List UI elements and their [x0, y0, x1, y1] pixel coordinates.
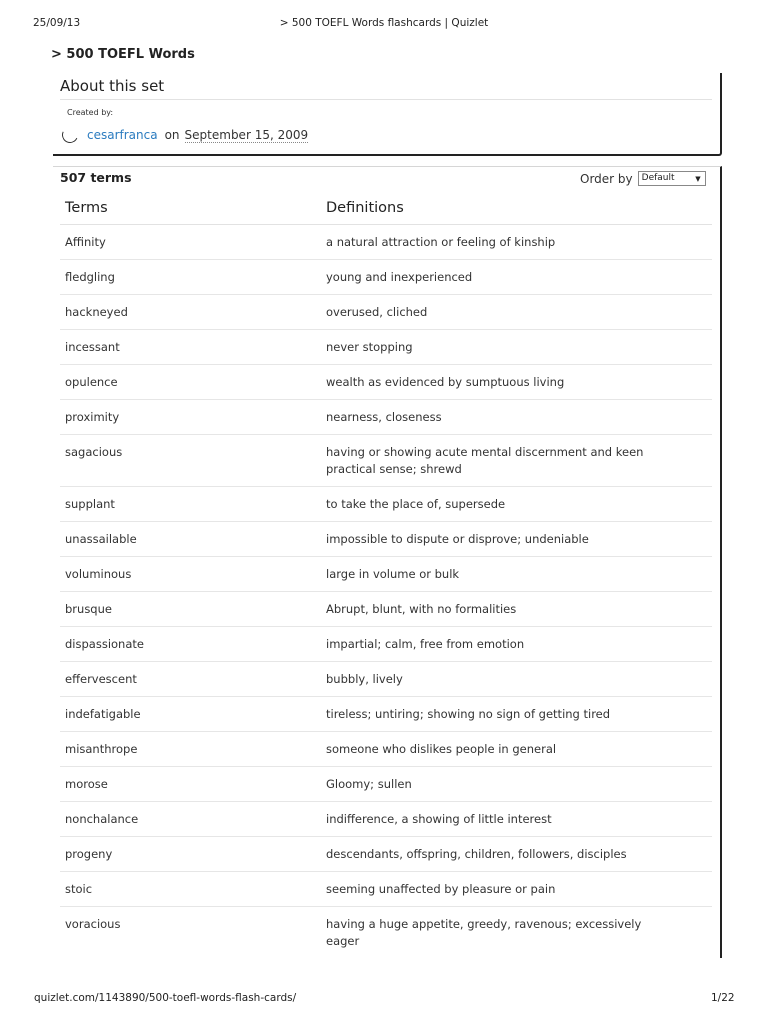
term-cell: voracious [65, 917, 121, 931]
definition-cell: someone who dislikes people in general [326, 742, 557, 756]
created-date: September 15, 2009 [184, 127, 309, 142]
table-row [60, 662, 712, 697]
table-row [60, 732, 712, 767]
order-by-control [580, 171, 706, 186]
term-cell: progeny [65, 847, 113, 861]
definition-cell: to take the place of, supersede [326, 497, 506, 511]
definition-cell: seeming unaffected by pleasure or pain [326, 882, 556, 896]
breadcrumb[interactable]: > 500 TOEFL Words [51, 47, 195, 62]
definition-cell: young and inexperienced [326, 270, 473, 284]
created-by-label: Created by: [67, 108, 114, 117]
definition-cell: never stopping [326, 340, 413, 354]
definition-cell: nearness, closeness [326, 410, 442, 424]
term-cell: unassailable [65, 532, 137, 546]
table-header [60, 191, 712, 225]
term-cell: nonchalance [65, 812, 139, 826]
term-cell: effervescent [65, 672, 137, 686]
creator-row [62, 127, 308, 143]
table-row [60, 767, 712, 802]
term-cell: misanthrope [65, 742, 138, 756]
table-row [60, 487, 712, 522]
terms-column-header: Terms [65, 200, 108, 216]
term-cell: indefatigable [65, 707, 141, 721]
print-title: > 500 TOEFL Words flashcards | Quizlet [279, 17, 489, 29]
term-cell: opulence [65, 375, 118, 389]
term-cell: incessant [65, 340, 120, 354]
table-row [60, 260, 712, 295]
order-by-value: Default [641, 173, 675, 183]
definition-cell: Gloomy; sullen [326, 777, 412, 791]
term-cell: sagacious [65, 445, 123, 459]
definition-cell: descendants, offspring, children, followers, disciples [326, 847, 627, 861]
term-cell: Affinity [65, 235, 106, 249]
print-header [0, 17, 768, 31]
print-date: 25/09/13 [33, 17, 81, 29]
chevron-down-icon: ▼ [695, 175, 701, 183]
definition-cell: tireless; untiring; showing no sign of getting tired [326, 707, 611, 721]
table-row [60, 592, 712, 627]
table-row [60, 365, 712, 400]
definition-cell: indifference, a showing of little interest [326, 812, 552, 826]
table-row [60, 872, 712, 907]
table-row [60, 400, 712, 435]
term-cell: morose [65, 777, 108, 791]
definition-cell: wealth as evidenced by sumptuous living [326, 375, 565, 389]
term-cell: fledgling [65, 270, 115, 284]
term-count: 507 terms [60, 170, 132, 185]
definition-cell: overused, cliched [326, 305, 428, 319]
avatar-icon[interactable] [60, 125, 81, 146]
definition-cell: large in volume or bulk [326, 567, 460, 581]
page-number: 1/22 [711, 992, 735, 1004]
about-set-panel [53, 73, 722, 156]
divider [60, 99, 712, 100]
definitions-column-header: Definitions [326, 200, 404, 216]
table-row [60, 837, 712, 872]
table-row [60, 627, 712, 662]
term-cell: stoic [65, 882, 93, 896]
terms-table [60, 191, 712, 959]
term-cell: supplant [65, 497, 115, 511]
term-cell: hackneyed [65, 305, 128, 319]
definition-cell: having a huge appetite, greedy, ravenous; excessively eager [326, 917, 642, 948]
definition-cell: Abrupt, blunt, with no formalities [326, 602, 517, 616]
table-row [60, 295, 712, 330]
print-url: quizlet.com/1143890/500-toefl-words-flash-cards/ [34, 992, 297, 1004]
definition-cell: impartial; calm, free from emotion [326, 637, 525, 651]
term-cell: dispassionate [65, 637, 144, 651]
table-row [60, 802, 712, 837]
term-cell: voluminous [65, 567, 132, 581]
table-row [60, 330, 712, 365]
about-title: About this set [60, 77, 165, 95]
table-row [60, 697, 712, 732]
table-row [60, 225, 712, 260]
order-by-select[interactable] [638, 171, 706, 186]
table-row [60, 907, 712, 959]
creator-link[interactable]: cesarfranca [87, 128, 158, 142]
term-cell: proximity [65, 410, 120, 424]
definition-cell: bubbly, lively [326, 672, 403, 686]
order-by-label: Order by [580, 171, 633, 186]
table-row [60, 435, 712, 487]
table-row [60, 557, 712, 592]
definition-cell: having or showing acute mental discernment and keen practical sense; shrewd [326, 445, 644, 476]
terms-panel [53, 166, 722, 958]
table-body [60, 225, 712, 959]
definition-cell: impossible to dispute or disprove; undeniable [326, 532, 589, 546]
on-label: on [164, 128, 180, 142]
definition-cell: a natural attraction or feeling of kinship [326, 235, 556, 249]
term-cell: brusque [65, 602, 112, 616]
table-row [60, 522, 712, 557]
